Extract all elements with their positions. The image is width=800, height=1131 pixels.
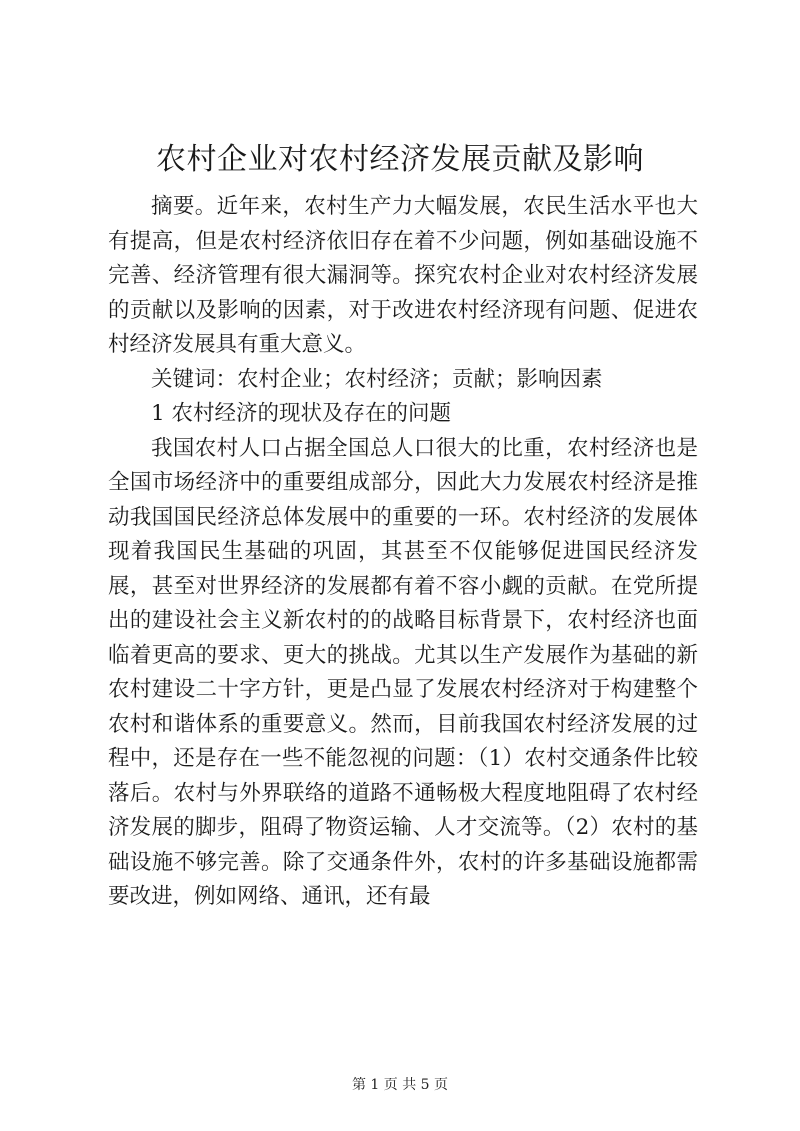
page-footer: 第 1 页 共 5 页 <box>351 1077 449 1093</box>
section-heading: 1 农村经济的现状及存在的问题 <box>151 401 452 426</box>
keywords-paragraph: 关键词：农村企业；农村经济；贡献；影响因素 <box>151 366 603 392</box>
page-title: 农村企业对农村经济发展贡献及影响 <box>156 142 644 177</box>
body-paragraph: 我国农村人口占据全国总人口很大的比重，农村经济也是全国市场经济中的重要组成部分，因此大力发展农村经济是推动我国国民经济总体发展中的重要的一环。农村经济的发展体现着我国民生基础的巩固，其甚至不仅能够促进国民经济发展，甚至对世界经济的发展都有着不容小觑的贡献。在党所提出的建设社会主义新农村的的战略目标背景下，农村经济也面临着更高的要求、更大的挑战。尤其以生产发展作为基础的新农村建设二十字方针，更是凸显了发展农村经济对于构建整个农村和谐体系的重要意义。然而，目前我国农村经济发展的过程中，还是存在一些不能忽视的问题：（1）农村交通条件比较落后。农村与外界联络的道路不通畅极大程度地阻碍了农村经济发展的脚步，阻碍了物资运输、人才交流等。（2）农村的基础设施不够完善。除了交通条件外，农村的许多基础设施都需要改进，例如网络、通讯，还有最 <box>108 435 698 909</box>
document-body <box>108 190 698 915</box>
abstract-paragraph: 摘要。近年来，农村生产力大幅发展，农民生活水平也大有提高，但是农村经济依旧存在着不少问题，例如基础设施不完善、经济管理有很大漏洞等。探究农村企业对农村经济发展的贡献以及影响的因素，对于改进农村经济现有问题、促进农村经济发展具有重大意义。 <box>108 194 698 357</box>
